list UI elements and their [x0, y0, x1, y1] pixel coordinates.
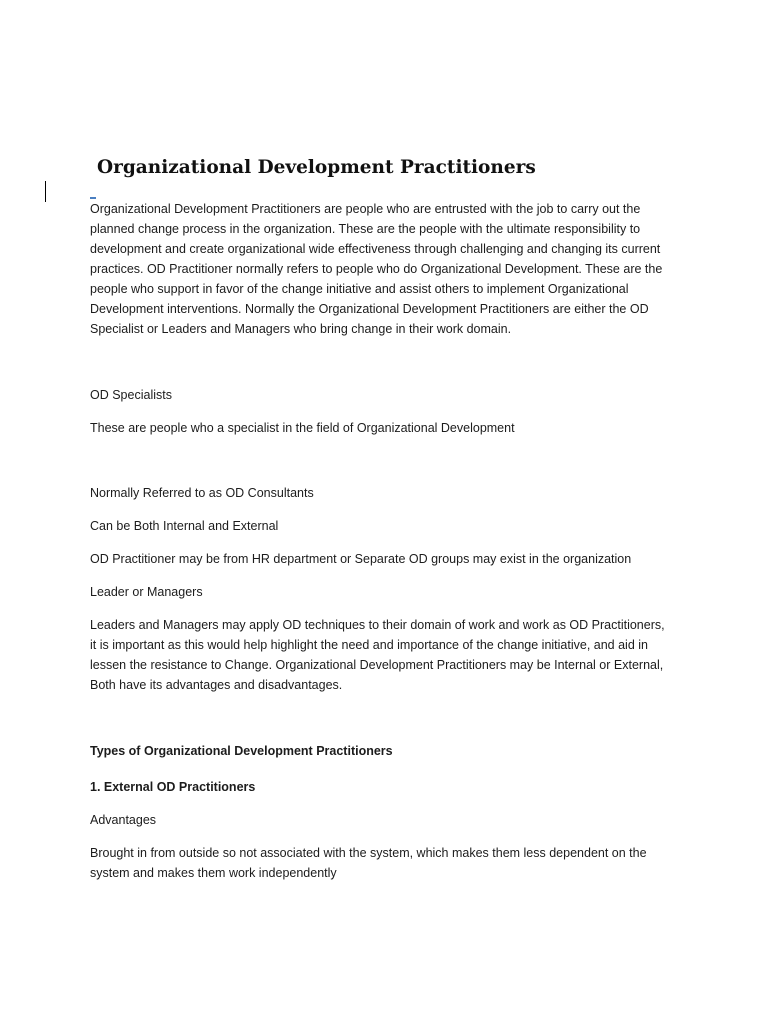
hr-department-line: OD Practitioner may be from HR department or Separate OD groups may exist in the organization: [90, 552, 632, 566]
leader-line-1: Leaders and Managers may apply OD techniques to their domain of work and work as OD Practitioners,: [90, 618, 665, 632]
leader-line-4: Both have its advantages and disadvantages.: [90, 678, 343, 692]
consultants-line: Normally Referred to as OD Consultants: [90, 486, 314, 500]
advantages-label: Advantages: [90, 813, 157, 827]
intro-line-1: Organizational Development Practitioners are people who are entrusted with the job to carry out the: [90, 202, 641, 216]
document-title: Organizational Development Practitioners: [97, 157, 536, 178]
leader-line-2: it is important as this would help highlight the need and importance of the change initiative, and aid in: [90, 638, 648, 652]
leader-managers-label: Leader or Managers: [90, 585, 203, 599]
od-specialists-label: OD Specialists: [90, 388, 172, 402]
advantages-line-1: Brought in from outside so not associated with the system, which makes them less dependent on the: [90, 846, 647, 860]
intro-line-5: people who support in favor of the change initiative and assist others to implement Organizational: [90, 282, 629, 296]
intro-line-2: planned change process in the organization. These are the people with the ultimate responsibility to: [90, 222, 641, 236]
internal-external-line: Can be Both Internal and External: [90, 519, 279, 533]
intro-line-4: practices. OD Practitioner normally refers to people who do Organizational Development. These are the: [90, 262, 663, 276]
leader-line-3: lessen the resistance to Change. Organizational Development Practitioners may be Internal or External,: [90, 658, 664, 672]
intro-line-7: Specialist or Leaders and Managers who bring change in their work domain.: [90, 322, 512, 336]
external-od-heading: 1. External OD Practitioners: [90, 780, 256, 794]
intro-line-6: Development interventions. Normally the Organizational Development Practitioners are either the OD: [90, 302, 649, 316]
types-heading: Types of Organizational Development Practitioners: [90, 744, 393, 758]
text-cursor: [45, 181, 46, 202]
intro-line-3: development and create organizational wide effectiveness through challenging and changing its current: [90, 242, 661, 256]
advantages-line-2: system and makes them work independently: [90, 866, 337, 880]
od-specialists-description: These are people who a specialist in the field of Organizational Development: [90, 421, 515, 435]
